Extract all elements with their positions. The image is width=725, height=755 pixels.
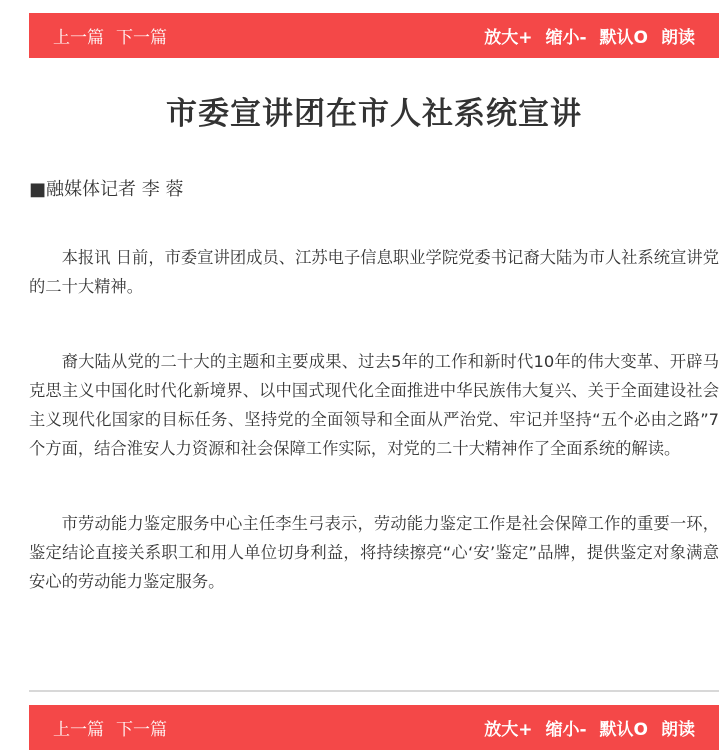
article-nav bbox=[53, 23, 167, 48]
default-size-button[interactable]: 默认O bbox=[599, 720, 648, 740]
article-title: 市委宣讲团在市人社系统宣讲 bbox=[166, 96, 582, 132]
article-byline: ■融媒体记者 李 蓉 bbox=[29, 179, 184, 200]
prev-article-link[interactable]: 上一篇 bbox=[53, 28, 104, 48]
zoom-in-button[interactable]: 放大+ bbox=[484, 720, 533, 740]
bottom-toolbar bbox=[29, 705, 719, 750]
reading-tools bbox=[484, 23, 695, 48]
article-paragraph: 市劳动能力鉴定服务中心主任李生弓表示，劳动能力鉴定工作是社会保障工作的重要一环，鉴定结论直接关系职工和用人单位切身利益，将持续擦亮“心‘安’鉴定”品牌，提供鉴定对象满意安心的劳动能力鉴定服务。 bbox=[29, 514, 719, 591]
next-article-link[interactable]: 下一篇 bbox=[116, 28, 167, 48]
article-paragraph: 裔大陆从党的二十大的主题和主要成果、过去5年的工作和新时代10年的伟大变革、开辟马克思主义中国化时代化新境界、以中国式现代化全面推进中华民族伟大复兴、关于全面建设社会主义现代化国家的目标任务、坚持党的全面领导和全面从严治党、牢记并坚持“五个必由之路”7个方面，结合淮安人力资源和社会保障工作实际，对党的二十大精神作了全面系统的解读。 bbox=[29, 352, 719, 458]
zoom-out-button[interactable]: 缩小- bbox=[545, 720, 587, 740]
default-size-button[interactable]: 默认O bbox=[599, 28, 648, 48]
read-aloud-button[interactable]: 朗读 bbox=[661, 720, 695, 740]
next-article-link[interactable]: 下一篇 bbox=[116, 720, 167, 740]
top-toolbar bbox=[29, 13, 719, 58]
article-nav bbox=[53, 715, 167, 740]
zoom-in-button[interactable]: 放大+ bbox=[484, 28, 533, 48]
article-paragraph: 本报讯 日前，市委宣讲团成员、江苏电子信息职业学院党委书记裔大陆为市人社系统宣讲党的二十大精神。 bbox=[29, 248, 719, 296]
zoom-out-button[interactable]: 缩小- bbox=[545, 28, 587, 48]
prev-article-link[interactable]: 上一篇 bbox=[53, 720, 104, 740]
reading-tools bbox=[484, 715, 695, 740]
divider bbox=[29, 690, 719, 692]
article-body bbox=[29, 243, 719, 642]
read-aloud-button[interactable]: 朗读 bbox=[661, 28, 695, 48]
